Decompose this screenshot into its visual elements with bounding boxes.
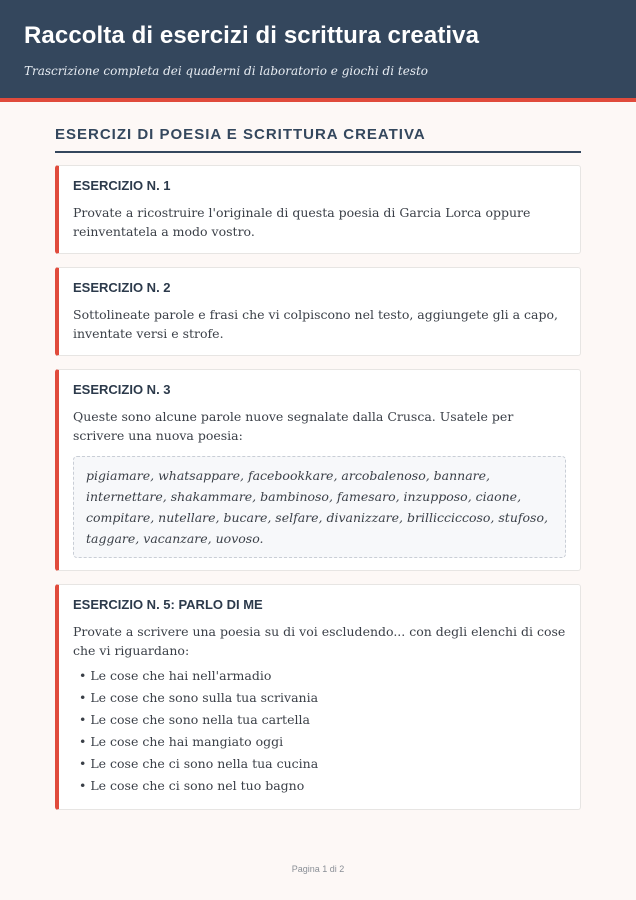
exercise-card-2 [55,267,581,356]
list-item: • Le cose che sono nella tua cartella [79,709,566,731]
main-content [0,102,636,810]
exercise-text: Sottolineate parole e frasi che vi colpiscono nel testo, aggiungete gli a capo, inventate versi e strofe. [73,307,559,341]
document-title: Raccolta di esercizi di scrittura creativa [24,22,480,49]
exercise-title: ESERCIZIO N. 3 [73,382,171,397]
word-list-box: pigiamare, whatsappare, facebookkare, arcobalenoso, bannare, internettare, shakammare, bambinoso, famesaro, inzupposo, ciaone, compitare, nutellare, bucare, selfare, divanizzare, brillicciccoso, stufoso, taggare, vacanzare, uovoso. [73,456,566,558]
document-header [0,0,636,102]
exercise-card-3 [55,369,581,571]
list-item: • Le cose che ci sono nella tua cucina [79,753,566,775]
list-item: • Le cose che hai mangiato oggi [79,731,566,753]
bullet-list [73,665,566,797]
exercise-title: ESERCIZIO N. 2 [73,280,171,295]
exercise-card-1 [55,165,581,254]
page-number: Pagina 1 di 2 [291,864,345,874]
list-item: • Le cose che ci sono nel tuo bagno [79,775,566,797]
list-item: • Le cose che hai nell'armadio [79,665,566,687]
section-title: ESERCIZI DI POESIA E SCRITTURA CREATIVA [55,126,581,153]
exercise-text: Provate a ricostruire l'originale di questa poesia di Garcia Lorca oppure reinventatela a modo vostro. [73,205,531,239]
document-subtitle: Trascrizione completa dei quaderni di laboratorio e giochi di testo [24,64,429,78]
exercise-card-5 [55,584,581,810]
exercise-text: Provate a scrivere una poesia su di voi escludendo... con degli elenchi di cose che vi riguardano: [73,624,566,658]
list-item: • Le cose che sono sulla tua scrivania [79,687,566,709]
exercise-title: ESERCIZIO N. 5: PARLO DI ME [73,597,263,612]
exercise-text: Queste sono alcune parole nuove segnalate dalla Crusca. Usatele per scrivere una nuova poesia: [73,409,514,443]
exercise-title: ESERCIZIO N. 1 [73,178,171,193]
